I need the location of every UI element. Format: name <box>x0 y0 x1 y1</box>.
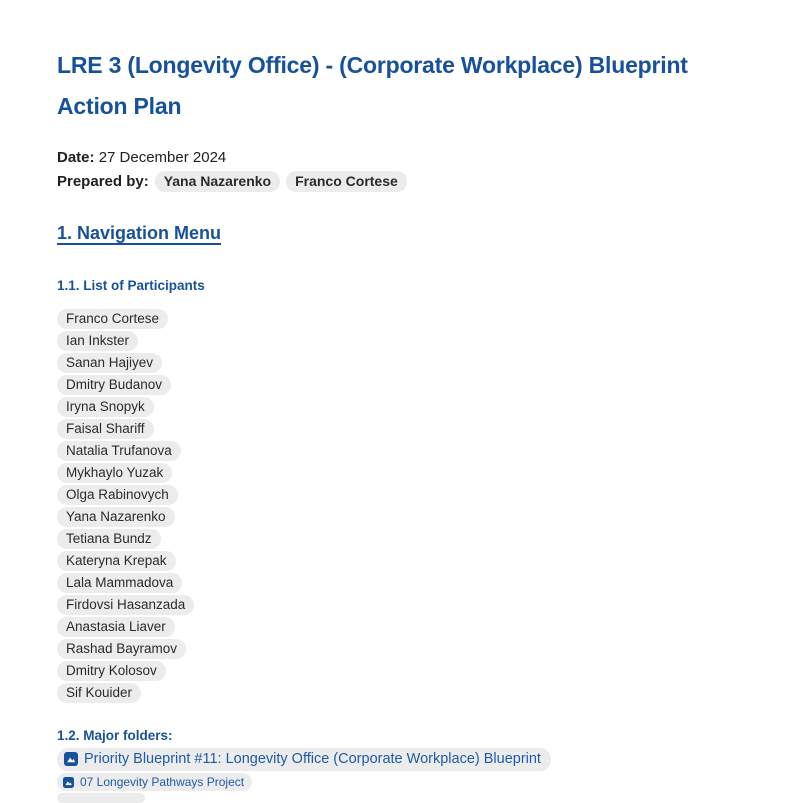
participant-chip: Natalia Trufanova <box>57 441 181 461</box>
participants-list <box>57 309 747 703</box>
folder-link-partial[interactable] <box>57 793 145 803</box>
page-title: LRE 3 (Longevity Office) - (Corporate Workplace) Blueprint Action Plan <box>57 52 700 119</box>
subheading-list-of-participants: 1.1. List of Participants <box>57 278 205 293</box>
date-value: 27 December 2024 <box>98 149 227 166</box>
participant-chip: Sanan Hajiyev <box>57 353 162 373</box>
prepared-by-chip: Yana Nazarenko <box>155 171 280 192</box>
participant-chip: Iryna Snopyk <box>57 397 154 417</box>
document-page <box>57 45 747 803</box>
participant-chip: Tetiana Bundz <box>57 529 161 549</box>
participant-chip: Mykhaylo Yuzak <box>57 463 172 483</box>
participant-chip: Rashad Bayramov <box>57 639 186 659</box>
participant-chip: Firdovsi Hasanzada <box>57 595 194 615</box>
blueprint-file-icon <box>63 777 74 788</box>
participant-chip: Dmitry Kolosov <box>57 661 166 681</box>
participant-chip: Kateryna Krepak <box>57 551 176 571</box>
folder-link-label: Priority Blueprint #11: Longevity Office (Corporate Workplace) Blueprint <box>84 751 541 767</box>
subheading-major-folders: 1.2. Major folders: <box>57 728 173 743</box>
participant-chip: Yana Nazarenko <box>57 507 175 527</box>
participant-chip: Sif Kouider <box>57 683 141 703</box>
prepared-by-chip: Franco Cortese <box>286 171 407 192</box>
participant-chip: Faisal Shariff <box>57 419 154 439</box>
participant-chip: Olga Rabinovych <box>57 485 178 505</box>
folder-link-longevity-pathways[interactable] <box>57 773 252 791</box>
folders-list <box>57 748 747 803</box>
prepared-by-line <box>57 170 747 193</box>
date-label: Date: <box>57 149 95 166</box>
participant-chip: Franco Cortese <box>57 309 168 329</box>
participant-chip: Ian Inkster <box>57 331 138 351</box>
participant-chip: Dmitry Budanov <box>57 375 171 395</box>
prepared-by-label: Prepared by: <box>57 173 149 190</box>
date-line <box>57 147 747 169</box>
blueprint-file-icon <box>64 752 78 766</box>
folder-link-priority-blueprint[interactable] <box>57 748 551 771</box>
folder-link-label: 07 Longevity Pathways Project <box>80 775 245 789</box>
participant-chip: Lala Mammadova <box>57 573 182 593</box>
participant-chip: Anastasia Liaver <box>57 617 175 637</box>
section-heading-navigation-menu: 1. Navigation Menu <box>57 223 222 243</box>
